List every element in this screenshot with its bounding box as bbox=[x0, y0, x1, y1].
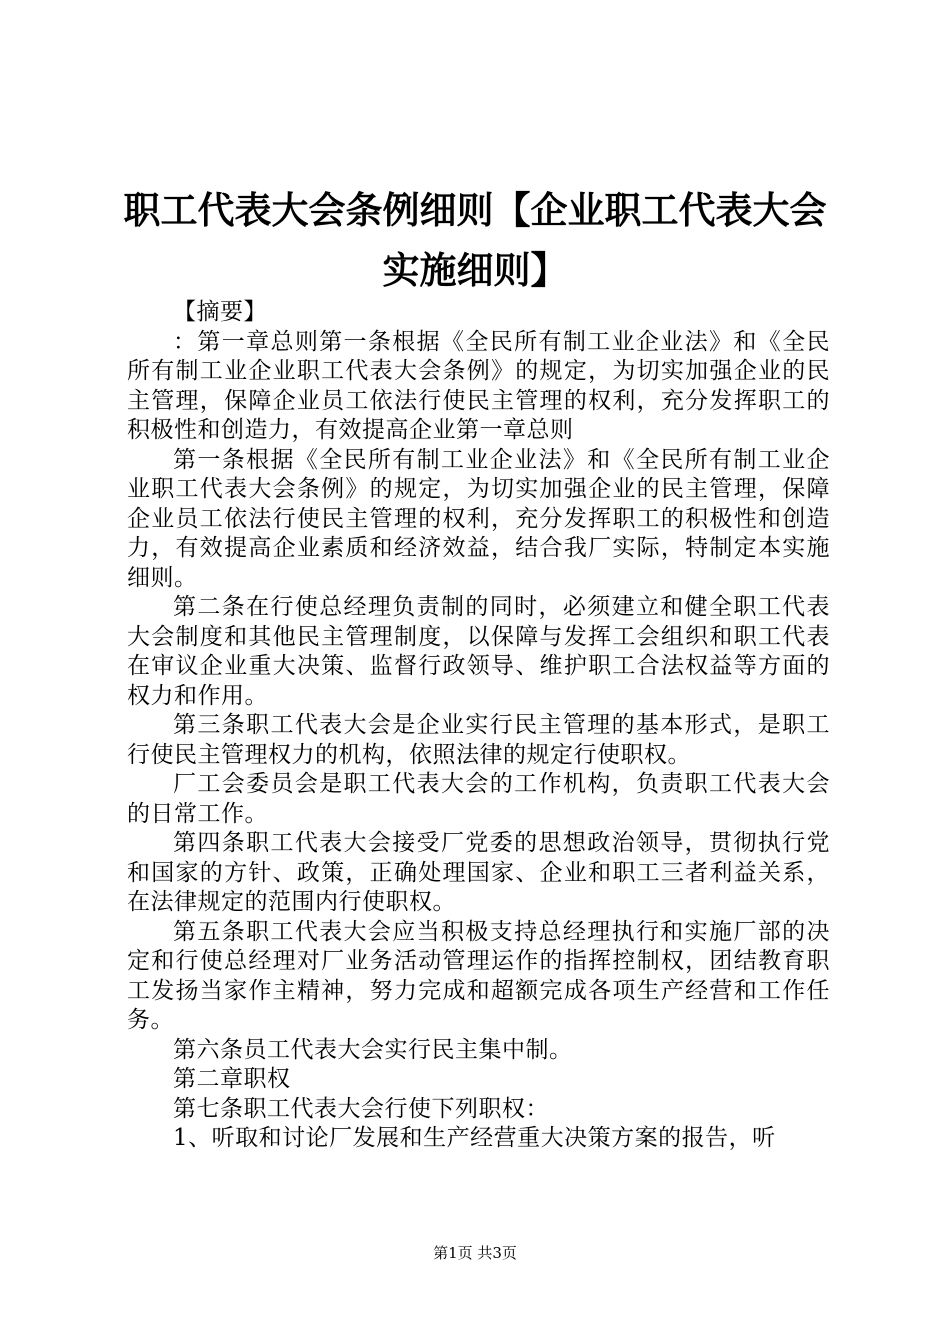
document-body bbox=[127, 298, 830, 1154]
document-title: 职工代表大会条例细则【企业职工代表大会实施细则】 bbox=[123, 188, 827, 292]
abstract-paragraph: ：第一章总则第一条根据《全民所有制工业企业法》和《全民所有制工业企业职工代表大会条例》的规定，为切实加强企业的民主管理，保障企业员工依法行使民主管理的权利，充分发挥职工的积极性和创造力，有效提高企业第一章总则 bbox=[127, 328, 830, 443]
list-item-1: 1、听取和讨论厂发展和生产经营重大决策方案的报告，听 bbox=[173, 1125, 776, 1151]
article-5-paragraph: 第五条职工代表大会应当积极支持总经理执行和实施厂部的决定和行使总经理对厂业务活动管理运作的指挥控制权，团结教育职工发扬当家作主精神，努力完成和超额完成各项生产经营和工作任务。 bbox=[127, 918, 830, 1033]
article-4-paragraph: 第四条职工代表大会接受厂党委的思想政治领导，贯彻执行党和国家的方针、政策，正确处理国家、企业和职工三者利益关系，在法律规定的范围内行使职权。 bbox=[127, 830, 830, 915]
article-3-paragraph: 第三条职工代表大会是企业实行民主管理的基本形式，是职工行使民主管理权力的机构，依照法律的规定行使职权。 bbox=[127, 712, 830, 768]
page-footer: 第1页 共3页 bbox=[433, 1244, 517, 1262]
chapter-2-heading: 第二章职权 bbox=[173, 1066, 291, 1092]
article-2-paragraph: 第二条在行使总经理负责制的同时，必须建立和健全职工代表大会制度和其他民主管理制度，以保障与发挥工会组织和职工代表在审议企业重大决策、监督行政领导、维护职工合法权益等方面的权力和作用。 bbox=[127, 594, 830, 709]
article-6-paragraph: 第六条员工代表大会实行民主集中制。 bbox=[173, 1036, 573, 1063]
article-7-paragraph: 第七条职工代表大会行使下列职权： bbox=[173, 1095, 549, 1122]
union-committee-paragraph: 厂工会委员会是职工代表大会的工作机构，负责职工代表大会的日常工作。 bbox=[127, 771, 830, 827]
article-1-paragraph: 第一条根据《全民所有制工业企业法》和《全民所有制工业企业职工代表大会条例》的规定，为切实加强企业的民主管理，保障企业员工依法行使民主管理的权利，充分发挥职工的积极性和创造力，有效提高企业素质和经济效益，结合我厂实际，特制定本实施细则。 bbox=[127, 446, 830, 591]
abstract-label: 【摘要】 bbox=[173, 299, 267, 325]
